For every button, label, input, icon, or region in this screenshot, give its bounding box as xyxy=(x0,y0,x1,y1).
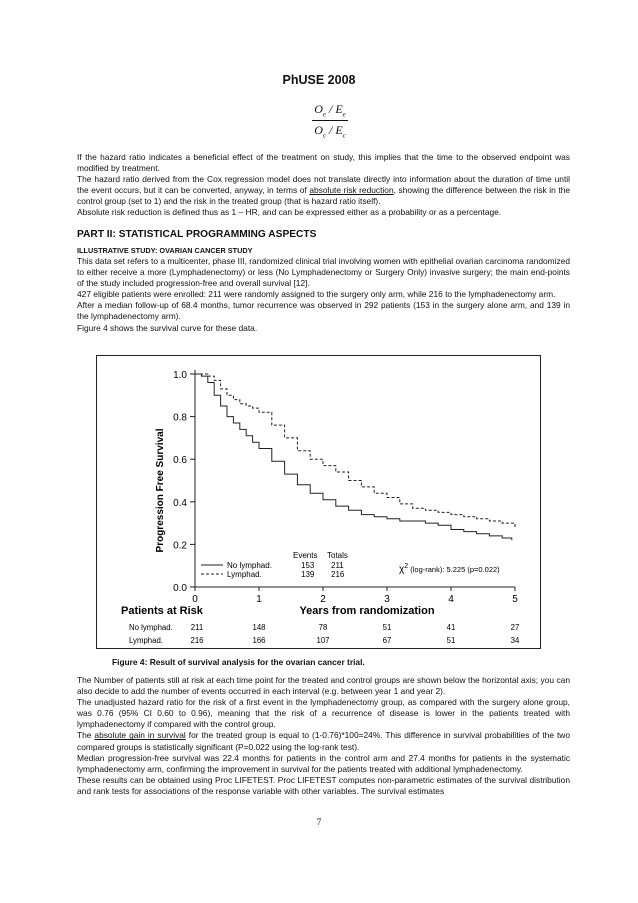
risk-table-title: Patients at Risk xyxy=(121,605,203,617)
page-header: PhUSE 2008 xyxy=(282,73,356,87)
y-tick-label: 0.2 xyxy=(173,540,187,552)
paragraph-study-description: This data set refers to a multicenter, phase III, randomized clinical trial involving women with epithelial ovarian carcinoma randomized to either receive a more (Lymphadenectomy) or less (No Lymphadenectomy or Surgery Only) invasive surgery; the main end-points of the study included progression-free and overall survival [12]. 427 eligible patients were enrolled: 211 were randomly assigned to the surgery only arm, while 216 to the lymphadenectomy arm. After a median follow-up of 68.4 months, tumor recurrence was observed in 292 patients (153 in the surgery alone arm, and 139 in the lymphadenectomy arm). Figure 4 shows the survival curve for these data. xyxy=(77,256,570,333)
x-tick-label: 1 xyxy=(256,594,262,605)
x-axis-title: Years from randomization xyxy=(299,605,435,617)
x-tick-label: 5 xyxy=(512,594,518,605)
link-absolute-gain-in-survival: absolute gain in survival xyxy=(94,730,186,741)
risk-value: 166 xyxy=(252,636,266,645)
risk-value: 78 xyxy=(318,623,328,632)
survival-curve-no-lymphad xyxy=(195,374,512,540)
legend-header-totals: Totals xyxy=(327,551,348,560)
section-title: PART II: STATISTICAL PROGRAMMING ASPECTS xyxy=(77,229,317,240)
risk-value: 211 xyxy=(190,623,204,632)
y-tick-label: 0.0 xyxy=(173,583,187,594)
survival-chart xyxy=(97,356,540,648)
risk-row-label: Lymphad. xyxy=(129,636,163,645)
logrank-annotation: χ2 (log-rank): 5.225 (p=0.022) xyxy=(399,563,500,575)
hazard-ratio-formula xyxy=(300,102,360,140)
legend-label: Lymphad. xyxy=(227,570,262,579)
risk-value: 51 xyxy=(446,636,456,645)
paragraph-results: The Number of patients still at risk at each time point for the treated and control groups are shown below the horizontal axis; you can also decide to add the number of events occurred in each interval (e.g. between year 1 and year 2). The unadjusted hazard ratio for the risk of a first event in the lymphadenectomy group, as compared with the surgery alone group, was 0.76 (95% CI 0.60 to 0.96), meaning that the risk of a recurrence of disease is lower in the patients treated with lymphadenectomy if compared with the control group. The absolute gain in survival for the treated group is equal to (1-0.76)*100=24%. This difference in survival probabilities of the two compared groups is statistically significant (P=0.022 using the log-rank test). Median progression-free survival was 22.4 months for patients in the control arm and 27.4 months for patients in the systematic lymphadenectomy arm, confirming the improvement in survival for the patients treated with additional lymphadenectomy. These results can be obtained using Proc LIFETEST. Proc LIFETEST computes non-parametric estimates of the survival distribution and rank tests for associations of the response variable with other variables. The survival estimates xyxy=(77,675,571,796)
risk-value: 216 xyxy=(190,636,204,645)
y-axis-title: Progression Free Survival xyxy=(155,428,166,553)
figure-caption: Figure 4: Result of survival analysis for the ovarian cancer trial. xyxy=(112,657,365,667)
y-tick-label: 1.0 xyxy=(173,370,187,381)
legend-label: No lymphad. xyxy=(227,561,272,570)
formula-denominator: $O_c / E_c$ xyxy=(314,123,346,140)
y-tick-label: 0.4 xyxy=(173,497,187,509)
page-number: 7 xyxy=(316,817,322,827)
y-tick-label: 0.8 xyxy=(173,412,187,424)
y-tick-label: 0.6 xyxy=(173,455,187,467)
legend-totals: 211 xyxy=(331,561,344,570)
legend-totals: 216 xyxy=(331,570,345,579)
x-tick-label: 4 xyxy=(448,594,454,605)
legend-header-events: Events xyxy=(293,551,318,560)
risk-value: 41 xyxy=(446,623,456,632)
figure-4 xyxy=(96,355,541,649)
paragraph-hazard-ratio: If the hazard ratio indicates a beneficial effect of the treatment on study, this implies that the time to the observed endpoint was modified by treatment. The hazard ratio derived from the Cox regression model does not translate directly into information about the duration of time until the event occurs, but it can be converted, anyway, in terms of absolute risk reduction, showing the difference between the risk in the control group (set to 1) and the risk in the treated group (that is hazard ratio itself). Absolute risk reduction is defined thus as 1 – HR, and can be expressed either as a probability or as a percentage. xyxy=(77,152,571,218)
risk-value: 148 xyxy=(252,623,266,632)
risk-value: 67 xyxy=(382,636,392,645)
legend-events: 153 xyxy=(301,561,315,570)
legend-events: 139 xyxy=(301,570,315,579)
survival-curve-lymphad xyxy=(195,374,515,527)
x-tick-label: 0 xyxy=(192,594,198,605)
risk-value: 51 xyxy=(382,623,392,632)
link-absolute-risk-reduction: absolute risk reduction xyxy=(309,185,394,196)
subsection-title: ILLUSTRATIVE STUDY: OVARIAN CANCER STUDY xyxy=(77,246,253,255)
x-tick-label: 3 xyxy=(384,594,390,605)
formula-numerator: $O_e / E_e$ xyxy=(312,102,348,121)
risk-value: 27 xyxy=(510,623,520,632)
risk-value: 34 xyxy=(510,636,520,645)
risk-value: 107 xyxy=(316,636,330,645)
risk-row-label: No lymphad. xyxy=(129,623,173,632)
x-tick-label: 2 xyxy=(320,594,326,605)
